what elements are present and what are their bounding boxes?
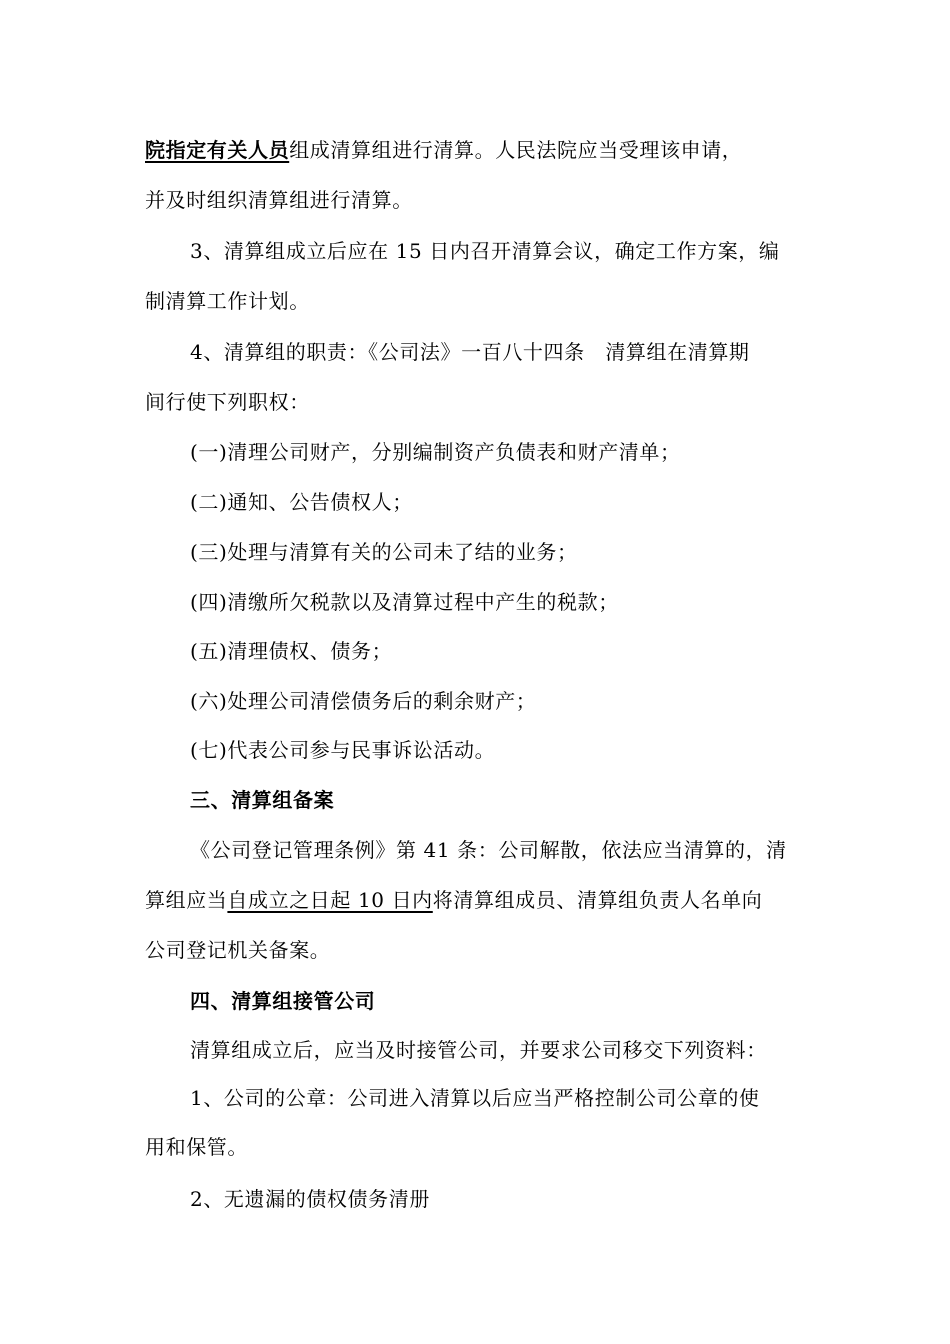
- paragraph-4-line-3: 公司登记机关备案。: [145, 938, 331, 962]
- emphasis-ten-days: 自成立之日起 10 日内: [227, 888, 433, 912]
- emphasis-designated-persons: 院指定有关人员: [145, 138, 290, 162]
- paragraph-1-line-2: 并及时组织清算组进行清算。: [145, 188, 413, 212]
- duty-item-6: (六)处理公司清偿债务后的剩余财产；: [190, 689, 537, 713]
- duty-item-3: (三)处理与清算有关的公司未了结的业务；: [190, 540, 578, 564]
- paragraph-1-text: 组成清算组进行清算。人民法院应当受理该申请，: [289, 138, 743, 162]
- paragraph-2-line-2: 制清算工作计划。: [145, 289, 310, 313]
- duty-item-7: (七)代表公司参与民事诉讼活动。: [190, 738, 496, 762]
- paragraph-6-line-1: 1、公司的公章：公司进入清算以后应当严格控制公司公章的使: [190, 1086, 760, 1110]
- section-heading-filing: 三、清算组备案: [190, 788, 335, 812]
- paragraph-7: 2、无遗漏的债权债务清册: [190, 1187, 430, 1211]
- paragraph-5: 清算组成立后，应当及时接管公司，并要求公司移交下列资料：: [190, 1038, 767, 1062]
- paragraph-4-line-1: 《公司登记管理条例》第 41 条：公司解散，依法应当清算的，清: [190, 838, 787, 862]
- paragraph-4-line-2: [145, 886, 825, 914]
- duty-item-5: (五)清理债权、债务；: [190, 639, 393, 663]
- section-heading-takeover: 四、清算组接管公司: [190, 989, 376, 1013]
- paragraph-4-text-pre: 算组应当: [145, 888, 228, 912]
- paragraph-2-line-1: 3、清算组成立后应在 15 日内召开清算会议，确定工作方案，编: [190, 239, 780, 263]
- paragraph-3-line-2: 间行使下列职权：: [145, 390, 310, 414]
- duty-item-4: (四)清缴所欠税款以及清算过程中产生的税款；: [190, 590, 619, 614]
- duty-item-2: (二)通知、公告债权人；: [190, 490, 413, 514]
- paragraph-4-text-post: 将清算组成员、清算组负责人名单向: [432, 888, 763, 912]
- duty-item-1: (一)清理公司财产，分别编制资产负债表和财产清单；: [190, 440, 681, 464]
- paragraph-6-line-2: 用和保管。: [145, 1135, 248, 1159]
- paragraph-3-line-1: 4、清算组的职责：《公司法》一百八十四条 清算组在清算期: [190, 340, 750, 364]
- paragraph-1-line-1: [145, 136, 825, 164]
